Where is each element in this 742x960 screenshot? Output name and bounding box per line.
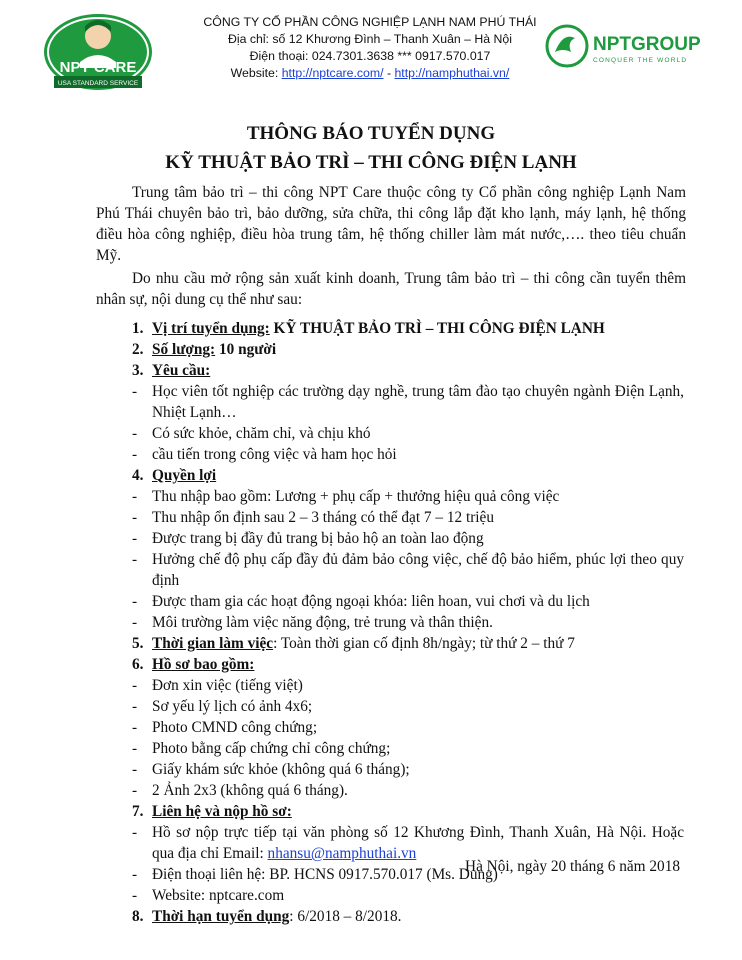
group-logo-subtext: CONQUER THE WORLD <box>593 57 688 64</box>
list-item: - Học viên tốt nghiệp các trường dạy nghề, trung tâm đào tạo chuyên ngành Điện Lạnh, Nhiệt Lạnh… <box>132 383 684 421</box>
section-quantity: 2. Số lượng: 10 người <box>132 341 277 358</box>
website-link-nptcare[interactable]: http://nptcare.com/ <box>281 66 384 80</box>
intro-paragraph-2: Do nhu cầu mở rộng sản xuất kinh doanh, Trung tâm bảo trì – thi công cần tuyển thêm nhân sự, nội dung cụ thể như sau: <box>96 270 686 308</box>
list-item: - Được tham gia các hoạt động ngoại khóa: liên hoan, vui chơi và du lịch <box>132 593 590 610</box>
company-info <box>200 14 540 82</box>
list-item: - Có sức khỏe, chăm chỉ, và chịu khó <box>132 425 371 442</box>
list-item: - Điện thoại liên hệ: BP. HCNS 0917.570.017 (Ms. Dung) <box>132 866 498 883</box>
list-item: - Hồ sơ nộp trực tiếp tại văn phòng số 12 Khương Đình, Thanh Xuân, Hà Nội. Hoặc qua địa chỉ Email: nhansu@namphuthai.vn <box>132 824 684 862</box>
section-contact: 7. Liên hệ và nộp hồ sơ: <box>132 803 292 820</box>
logo-text: NPT CARE <box>59 59 137 76</box>
list-item: - Website: nptcare.com <box>132 887 285 904</box>
list-item: - Thu nhập ổn định sau 2 – 3 tháng có thể đạt 7 – 12 triệu <box>132 509 494 526</box>
section-working-hours: 5. Thời gian làm việc: Toàn thời gian cố định 8h/ngày; từ thứ 2 – thứ 7 <box>132 635 575 652</box>
npt-group-logo <box>545 22 715 72</box>
section-documents: 6. Hồ sơ bao gồm: <box>132 656 255 673</box>
company-phone: Điện thoại: 024.7301.3638 *** 0917.570.017 <box>249 49 491 63</box>
section-requirements: 3. Yêu cầu: <box>132 362 211 379</box>
recruitment-details <box>96 318 696 927</box>
intro-paragraph-1: Trung tâm bảo trì – thi công NPT Care thuộc công ty Cổ phần công nghiệp Lạnh Nam Phú Thái chuyên bảo trì, bảo dưỡng, sửa chữa, thi công lắp đặt kho lạnh, máy lạnh, hệ thống điều hòa công nghiệp, điều hòa trung tâm, hệ thống chiller làm mát nước,…. theo tiêu chuẩn Mỹ. <box>96 184 686 264</box>
email-link[interactable]: nhansu@namphuthai.vn <box>267 845 417 862</box>
letterhead <box>0 0 742 100</box>
section-deadline: 8. Thời hạn tuyển dụng: 6/2018 – 8/2018. <box>132 908 402 925</box>
list-item: - Sơ yếu lý lịch có ảnh 4x6; <box>132 698 313 715</box>
list-item: - Photo bằng cấp chứng chỉ công chứng; <box>132 740 391 757</box>
notice-title: THÔNG BÁO TUYỂN DỤNG <box>246 123 496 144</box>
section-benefits: 4. Quyền lợi <box>132 467 217 484</box>
list-item: - Được trang bị đầy đủ trang bị bảo hộ an toàn lao động <box>132 530 484 547</box>
list-item: - Đơn xin việc (tiếng việt) <box>132 677 303 694</box>
logo-subtext: USA STANDARD SERVICE <box>57 80 139 87</box>
website-link-namphuthai[interactable]: http://namphuthai.vn/ <box>394 66 510 80</box>
company-website: Website: http://nptcare.com/ - http://namphuthai.vn/ <box>230 66 510 80</box>
list-item: - Giấy khám sức khỏe (không quá 6 tháng); <box>132 761 410 778</box>
list-item: - cầu tiến trong công việc và ham học hỏi <box>132 446 397 463</box>
date-signature: Hà Nội, ngày 20 tháng 6 năm 2018 <box>465 858 680 875</box>
dragon-icon <box>555 37 575 52</box>
section-position: 1. Vị trí tuyển dụng: KỸ THUẬT BẢO TRÌ – THI CÔNG ĐIỆN LẠNH <box>132 320 605 337</box>
list-item: - Thu nhập bao gồm: Lương + phụ cấp + thưởng hiệu quả công việc <box>132 488 560 505</box>
company-address: Địa chỉ: số 12 Khương Đình – Thanh Xuân – Hà Nội <box>227 32 513 46</box>
list-item: - Hưởng chế độ phụ cấp đầy đủ đảm bảo công việc, chế độ bảo hiểm, phúc lợi theo quy định <box>132 551 684 589</box>
group-logo-text: NPTGROUP <box>593 34 701 55</box>
list-item: - Môi trường làm việc năng động, trẻ trung và thân thiện. <box>132 614 493 631</box>
company-name: CÔNG TY CỔ PHẦN CÔNG NGHIỆP LẠNH NAM PHÚ THÁI <box>203 15 537 29</box>
position-title: KỸ THUẬT BẢO TRÌ – THI CÔNG ĐIỆN LẠNH <box>165 152 577 173</box>
npt-care-logo <box>40 12 156 104</box>
list-item: - Photo CMND công chứng; <box>132 719 318 736</box>
list-item: - 2 Ảnh 2x3 (không quá 6 tháng). <box>132 782 348 799</box>
